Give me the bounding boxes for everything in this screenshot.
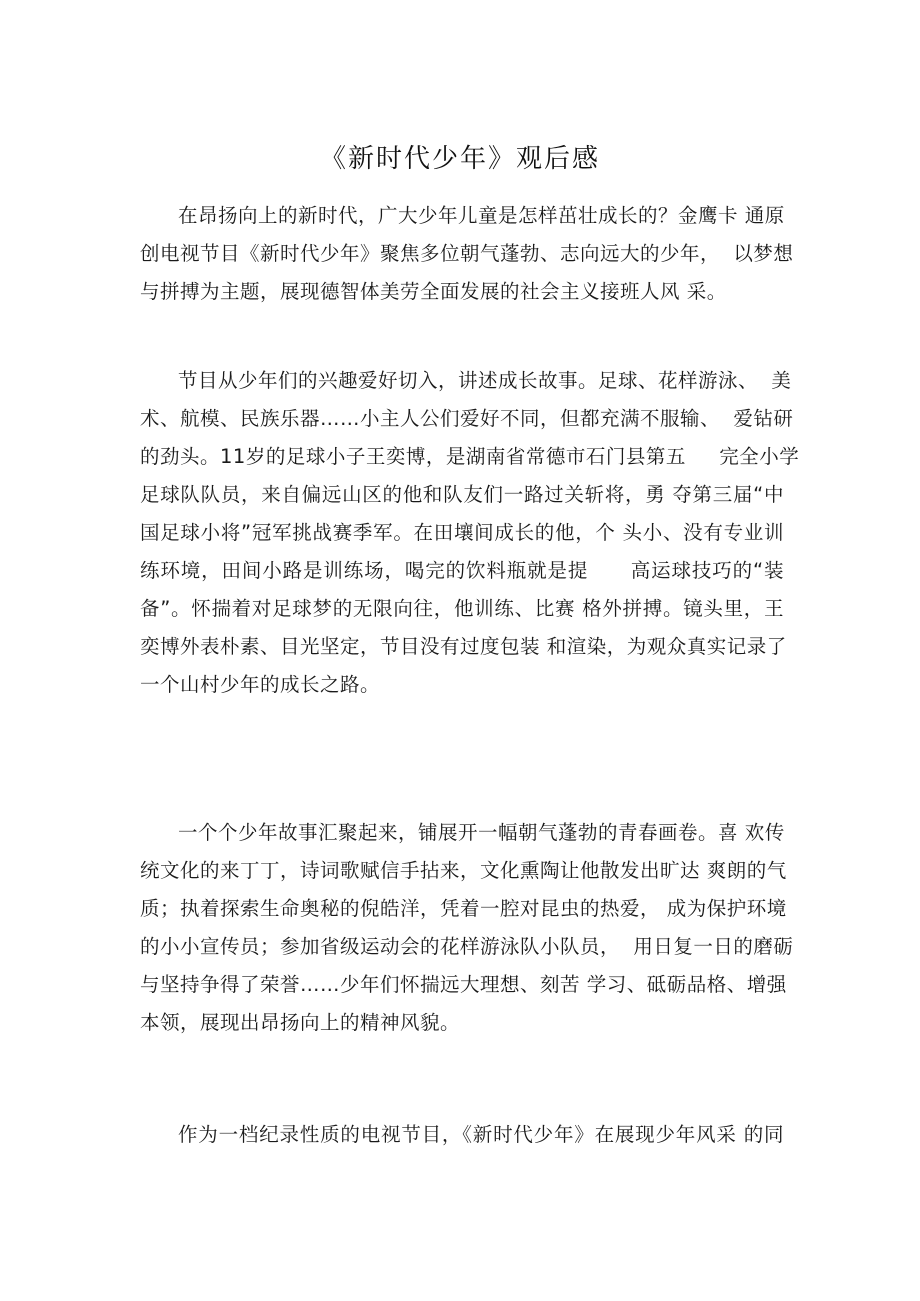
text-line: 术、航模、民族乐器……小主人公们爱好不同，但都充满不服输、 爱钻研: [140, 407, 794, 430]
paragraph-4: [140, 1116, 784, 1154]
text-line: 的小小宣传员；参加省级运动会的花样游泳队小队员， 用日复一日的磨砺: [140, 935, 794, 958]
text-line: 节目从少年们的兴趣爱好切入，讲述成长故事。足球、花样游泳、 美: [178, 369, 792, 392]
text-line: 质；执着探索生命奥秘的倪皓洋，凭着一腔对昆虫的热爱， 成为保护环境: [140, 897, 787, 920]
text-line: 与拼搏为主题，展现德智体美劳全面发展的社会主义接班人风 采。: [140, 280, 727, 303]
text-line: 本领，展现出昂扬向上的精神风貌。: [140, 1011, 461, 1034]
text-line: 备”。怀揣着对足球梦的无限向往，他训练、比赛 格外拼搏。镜头里，王: [140, 597, 784, 620]
paragraph-2: [140, 362, 800, 704]
text-line: 国足球小将”冠军挑战赛季军。在田壤间成长的他，个 头小、没有专业训: [140, 521, 784, 544]
text-line: 统文化的来丁丁，诗词歌赋信手拈来，文化熏陶让他散发出旷达 爽朗的气: [140, 859, 787, 882]
text-line: 作为一档纪录性质的电视节目，《新时代少年》在展现少年风采 的同: [178, 1123, 784, 1146]
text-line: 奕博外表朴素、目光坚定，节目没有过度包装 和渲染，为观众真实记录了: [140, 635, 787, 658]
text-line: 的劲头。11岁的足球小子王奕博，是湖南省常德市石门县第五 完全小学: [140, 445, 800, 468]
text-line: 创电视节目《新时代少年》聚焦多位朝气蓬勃、志向远大的少年， 以梦想: [140, 242, 794, 265]
text-line: 一个山村少年的成长之路。: [140, 673, 381, 696]
text-line: 练环境，田间小路是训练场，喝完的饮料瓶就是提 高运球技巧的“装: [140, 559, 784, 582]
document-title: 《新时代少年》观后感: [319, 144, 600, 174]
text-line: 一个个少年故事汇聚起来，铺展开一幅朝气蓬勃的青春画卷。喜 欢传: [178, 821, 785, 844]
text-line: 在昂扬向上的新时代，广大少年儿童是怎样茁壮成长的？金鹰卡 通原: [178, 204, 785, 227]
paragraph-1: [140, 197, 794, 311]
paragraph-3: [140, 814, 794, 1042]
text-line: 与坚持争得了荣誉……少年们怀揣远大理想、刻苦 学习、砥砺品格、增强: [140, 973, 787, 996]
text-line: 足球队队员，来自偏远山区的他和队友们一路过关斩将，勇 夺第三届“中: [140, 483, 784, 506]
